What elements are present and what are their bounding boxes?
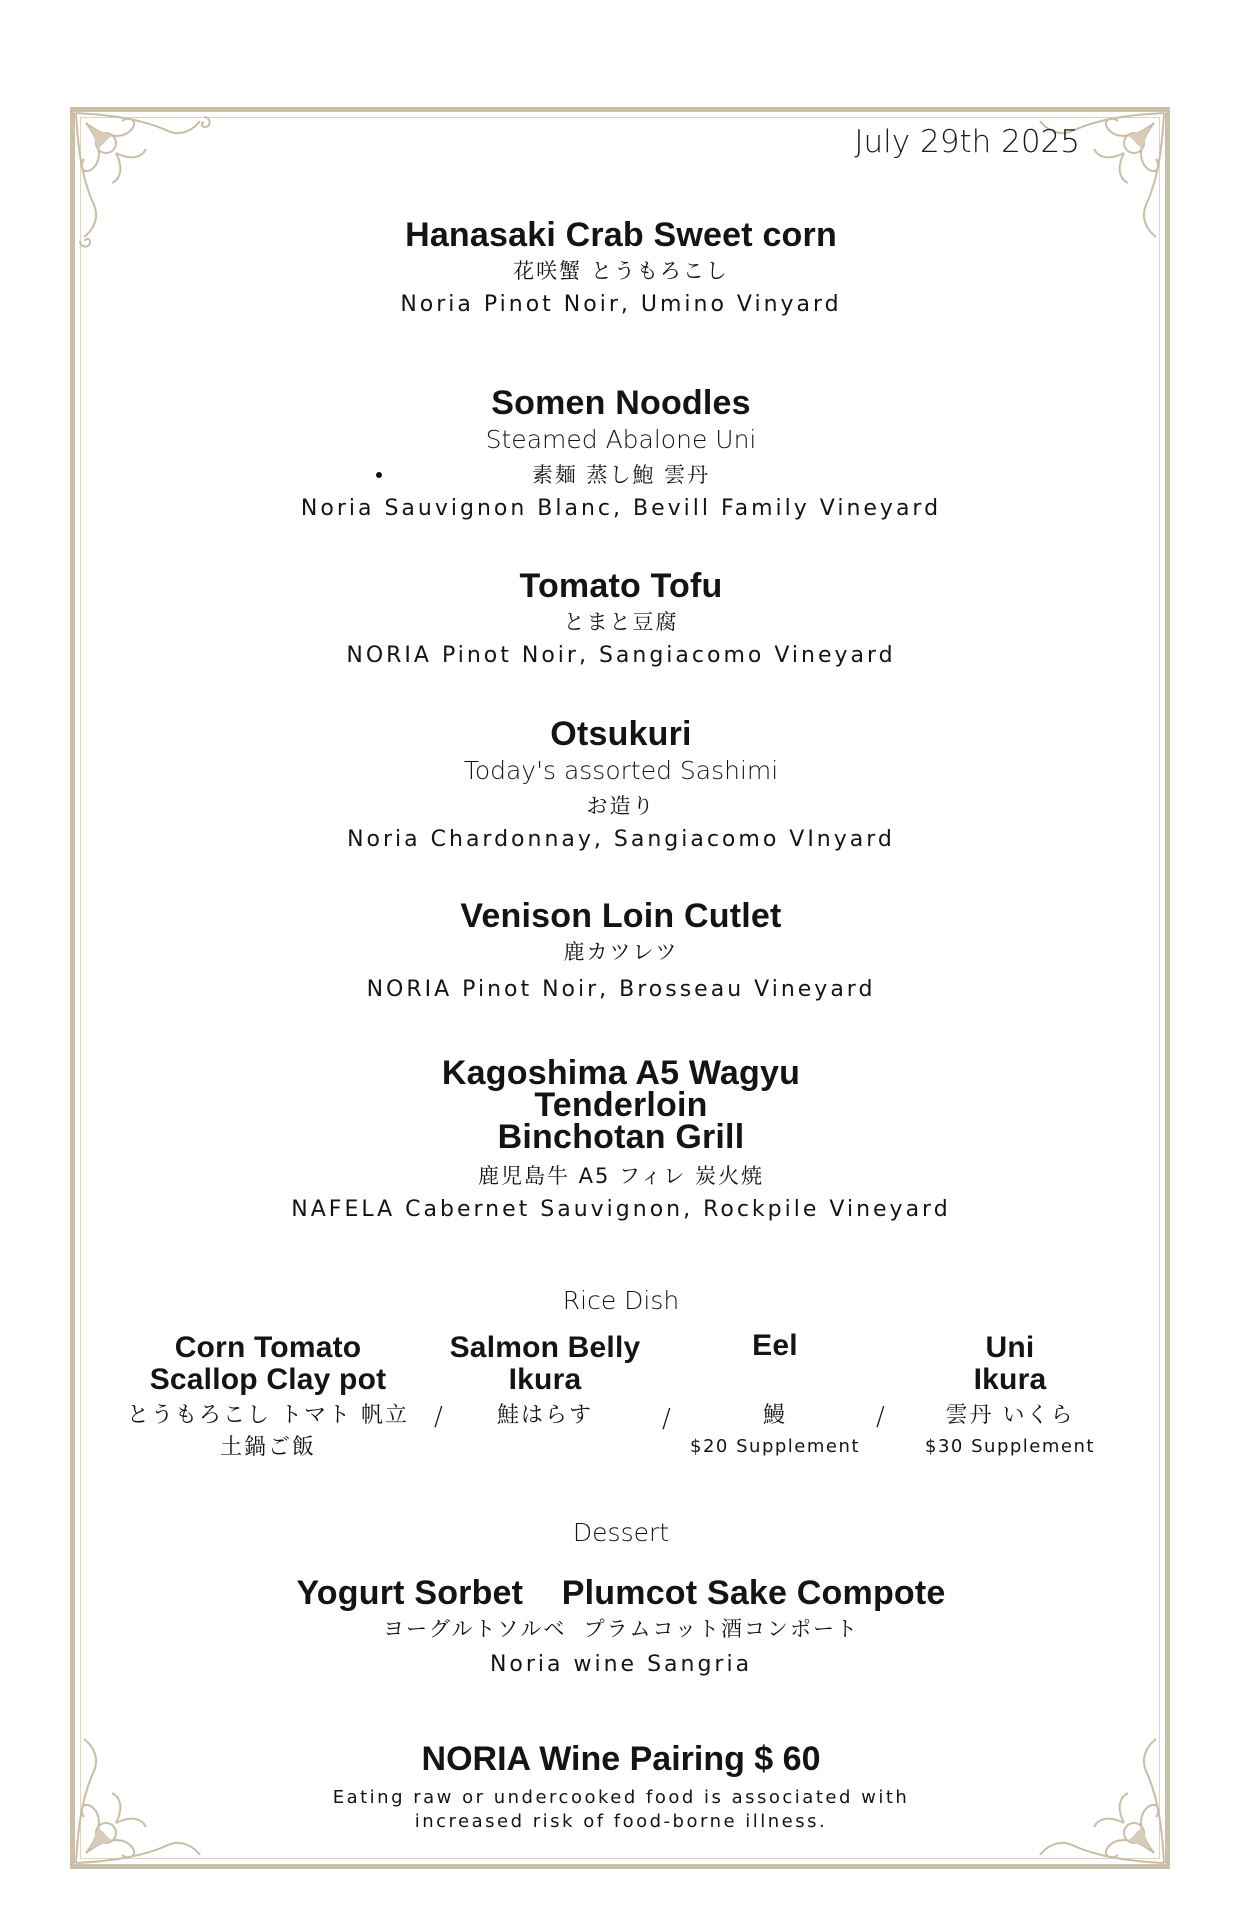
dish-description: Steamed Abalone Uni	[485, 425, 757, 454]
wine-pairing: Noria Chardonnay, Sangiacomo VInyard	[347, 827, 895, 852]
dish-name: Hanasaki Crab Sweet corn	[405, 216, 837, 254]
supplement-price: $20 Supplement	[690, 1436, 860, 1457]
rice-option-uni-ikura	[920, 1332, 1100, 1462]
dish-name-line: Binchotan Grill	[497, 1118, 745, 1156]
rice-dish-line: Ikura	[508, 1363, 582, 1396]
rice-option-corn-tomato	[118, 1332, 418, 1464]
rice-dish-line: Scallop Clay pot	[149, 1363, 387, 1396]
wine-pairing: Noria Pinot Noir, Umino Vinyard	[400, 292, 842, 317]
supplement-price: $30 Supplement	[925, 1436, 1095, 1457]
dish-japanese: 鹿児島牛 A5 フィレ 炭火焼	[477, 1164, 765, 1188]
dish-japanese: 素麺 蒸し鮑 雲丹	[531, 463, 711, 487]
dish-name: Tomato Tofu	[519, 567, 723, 605]
course-otsukuri	[0, 715, 1242, 857]
course-wagyu	[0, 1054, 1242, 1227]
dish-japanese: 花咲蟹 とうもろこし	[513, 259, 729, 283]
rice-section-title: Rice Dish	[562, 1286, 680, 1315]
course-hanasaki-crab	[0, 216, 1242, 322]
rice-separator: /	[434, 1402, 443, 1432]
dish-japanese: とまと豆腐	[563, 610, 679, 634]
wine-pairing: Noria wine Sangria	[489, 1652, 753, 1677]
rice-separator: /	[876, 1402, 885, 1432]
course-venison	[0, 897, 1242, 1007]
rice-dish-japanese: 雲丹 いくら	[945, 1403, 1075, 1428]
dish-name-line: Kagoshima A5 Wagyu	[441, 1054, 801, 1092]
rice-dish-japanese: とうもろこし トマト 帆立	[127, 1403, 409, 1428]
food-safety-warning	[0, 1786, 1242, 1834]
dish-japanese: お造り	[586, 794, 656, 818]
rice-dish-line: Uni	[985, 1331, 1035, 1364]
course-dessert	[0, 1574, 1242, 1682]
rice-dish-japanese: 鰻	[762, 1403, 787, 1428]
dish-name: Venison Loin Cutlet	[460, 897, 782, 935]
wine-pairing-price: NORIA Wine Pairing $ 60	[421, 1740, 821, 1778]
rice-option-eel	[680, 1330, 870, 1462]
wine-pairing: NORIA Pinot Noir, Brosseau Vineyard	[366, 977, 876, 1002]
course-somen-noodles	[0, 384, 1242, 526]
wine-pairing: Noria Sauvignon Blanc, Bevill Family Vineyard	[300, 496, 942, 521]
bullet-dot	[376, 472, 382, 478]
dish-name-line: Tenderloin	[534, 1086, 708, 1124]
rice-dish-line: Salmon Belly	[449, 1331, 641, 1364]
dish-name: Yogurt Sorbet Plumcot Sake Compote	[296, 1574, 946, 1612]
warning-line: Eating raw or undercooked food is associated with	[332, 1787, 910, 1808]
dish-japanese: ヨーグルトソルベ プラムコット酒コンポート	[382, 1617, 860, 1641]
warning-line: increased risk of food-borne illness.	[414, 1811, 828, 1832]
wine-pairing: NORIA Pinot Noir, Sangiacomo Vineyard	[346, 643, 896, 668]
rice-dish-line: Corn Tomato	[174, 1331, 362, 1364]
rice-option-salmon-belly	[440, 1332, 650, 1432]
dish-name: Otsukuri	[550, 715, 692, 753]
rice-dish-japanese: 土鍋ご飯	[219, 1435, 316, 1460]
wine-pairing: NAFELA Cabernet Sauvignon, Rockpile Vineyard	[291, 1197, 951, 1222]
menu-date: July 29th 2025	[854, 124, 1080, 160]
rice-dish-japanese: 鮭はらす	[496, 1403, 593, 1428]
dish-japanese: 鹿カツレツ	[563, 940, 679, 964]
rice-separator: /	[662, 1404, 671, 1434]
course-tomato-tofu	[0, 567, 1242, 673]
dish-name: Somen Noodles	[491, 384, 751, 422]
dessert-section-title: Dessert	[572, 1518, 670, 1547]
rice-dish-line: Ikura	[973, 1363, 1047, 1396]
dish-description: Today's assorted Sashimi	[463, 756, 779, 785]
rice-dish-line: Eel	[752, 1329, 798, 1362]
